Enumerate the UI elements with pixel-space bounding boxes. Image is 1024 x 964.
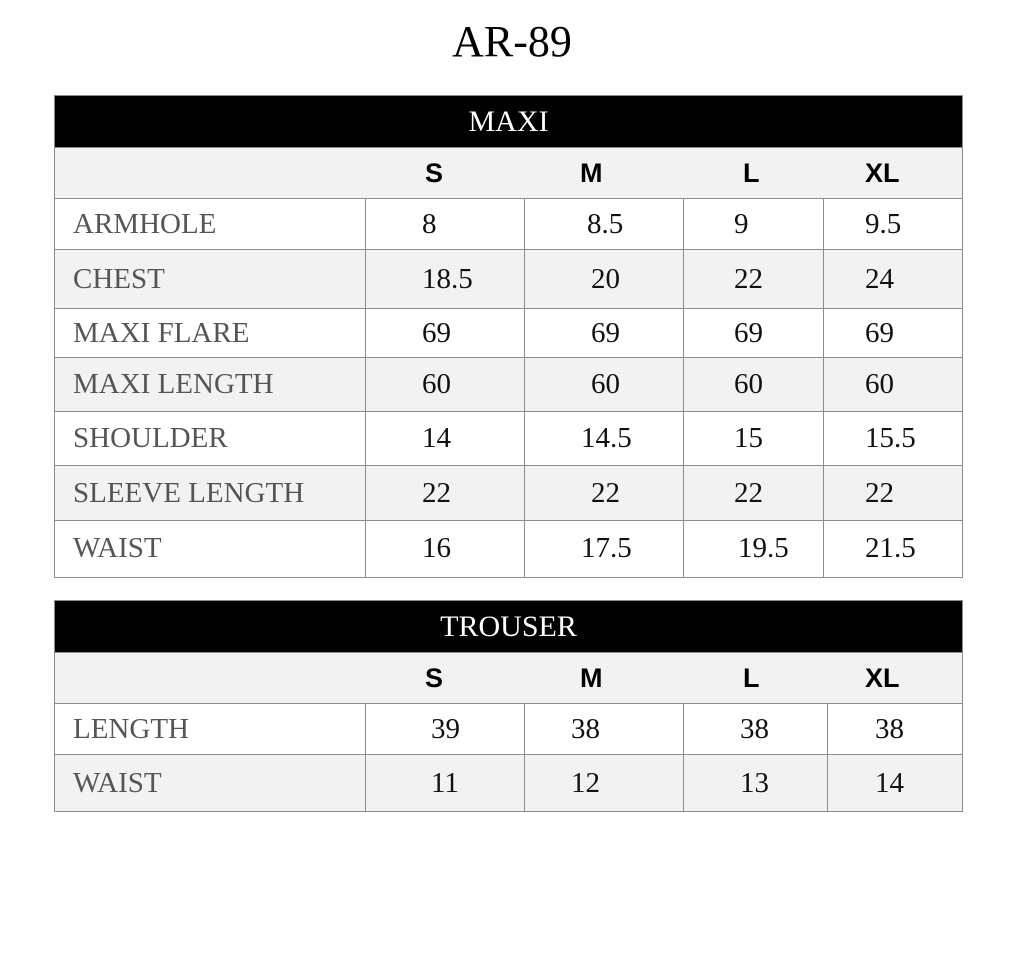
size-header-blank xyxy=(55,653,365,703)
value-cell: 14.5 xyxy=(524,412,683,465)
value-cell: 15 xyxy=(683,412,823,465)
value-cell: 38 xyxy=(683,704,827,754)
value-cell: 22 xyxy=(365,466,524,520)
row-label: WAIST xyxy=(73,767,162,799)
table-row xyxy=(55,198,962,249)
table-row xyxy=(55,249,962,308)
value-cell: 8.5 xyxy=(524,199,683,249)
value-cell: 69 xyxy=(524,309,683,357)
value-cell: 19.5 xyxy=(683,521,823,577)
value-cell: 21.5 xyxy=(823,521,962,577)
value-cell: 69 xyxy=(683,309,823,357)
value-cell: 9 xyxy=(683,199,823,249)
row-label: LENGTH xyxy=(73,713,189,745)
table-row xyxy=(55,308,962,357)
value-cell: 14 xyxy=(365,412,524,465)
trouser-size-table xyxy=(54,600,963,812)
row-label: ARMHOLE xyxy=(73,208,217,240)
size-header-xl: XL xyxy=(865,158,900,188)
size-header-s: S xyxy=(425,158,444,188)
row-label: SHOULDER xyxy=(73,422,228,454)
value-cell: 24 xyxy=(823,250,962,308)
value-cell: 22 xyxy=(683,250,823,308)
value-cell: 39 xyxy=(365,704,524,754)
maxi-table-header: MAXI xyxy=(55,96,962,147)
value-cell: 60 xyxy=(823,358,962,411)
value-cell: 69 xyxy=(365,309,524,357)
value-cell: 18.5 xyxy=(365,250,524,308)
table-row xyxy=(55,411,962,465)
size-header-l: L xyxy=(743,158,760,188)
table-row xyxy=(55,357,962,411)
page-title: AR-89 xyxy=(452,17,572,66)
row-label: MAXI FLARE xyxy=(73,317,250,349)
value-cell: 22 xyxy=(524,466,683,520)
table-row xyxy=(55,520,962,577)
table-row xyxy=(55,754,962,811)
value-cell: 14 xyxy=(827,755,962,811)
size-header-l: L xyxy=(743,663,760,693)
size-header-s: S xyxy=(425,663,444,693)
value-cell: 15.5 xyxy=(823,412,962,465)
value-cell: 60 xyxy=(365,358,524,411)
value-cell: 8 xyxy=(365,199,524,249)
table-row xyxy=(55,703,962,754)
row-label: SLEEVE LENGTH xyxy=(73,477,305,509)
size-header-m: M xyxy=(580,663,603,693)
maxi-size-table xyxy=(54,95,963,578)
value-cell: 60 xyxy=(524,358,683,411)
row-label: MAXI LENGTH xyxy=(73,368,274,400)
value-cell: 17.5 xyxy=(524,521,683,577)
row-label: CHEST xyxy=(73,263,165,295)
size-header-blank xyxy=(55,148,365,198)
value-cell: 12 xyxy=(524,755,683,811)
value-cell: 38 xyxy=(827,704,962,754)
value-cell: 60 xyxy=(683,358,823,411)
trouser-table-header: TROUSER xyxy=(55,601,962,652)
value-cell: 11 xyxy=(365,755,524,811)
value-cell: 20 xyxy=(524,250,683,308)
trouser-size-header-row xyxy=(55,652,962,703)
row-label: WAIST xyxy=(73,532,162,564)
value-cell: 13 xyxy=(683,755,827,811)
value-cell: 22 xyxy=(823,466,962,520)
size-header-m: M xyxy=(580,158,603,188)
value-cell: 38 xyxy=(524,704,683,754)
size-header-xl: XL xyxy=(865,663,900,693)
value-cell: 22 xyxy=(683,466,823,520)
value-cell: 69 xyxy=(823,309,962,357)
maxi-size-header-row xyxy=(55,147,962,198)
value-cell: 9.5 xyxy=(823,199,962,249)
value-cell: 16 xyxy=(365,521,524,577)
table-row xyxy=(55,465,962,520)
